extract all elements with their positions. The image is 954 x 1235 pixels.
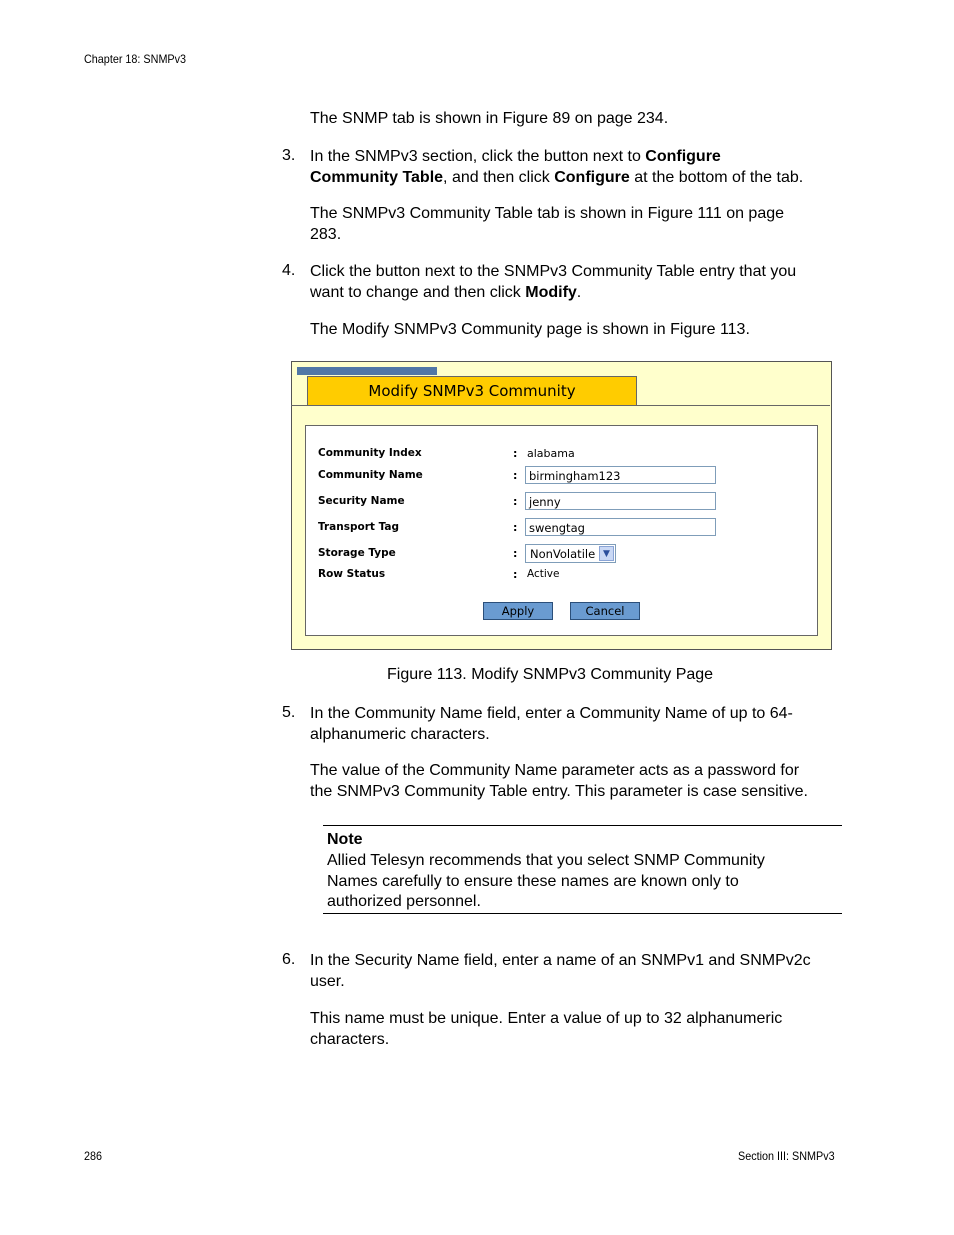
- running-header: Chapter 18: SNMPv3: [84, 52, 187, 66]
- figure-caption: Figure 113. Modify SNMPv3 Community Page: [387, 666, 714, 683]
- step-6-text: In the Security Name field, enter a name of an SNMPv1 and SNMPv2c user.: [310, 952, 811, 990]
- step-3-text: In the SNMPv3 section, click the button next to Configure Community Table, and then click Configure at the bottom of the tab.: [310, 148, 804, 186]
- colon: :: [513, 495, 518, 508]
- page-number: 286: [84, 1149, 103, 1163]
- security-name-label: Security Name: [318, 495, 405, 507]
- community-index-value: alabama: [527, 447, 575, 460]
- colon: :: [513, 547, 518, 560]
- cancel-button[interactable]: Cancel: [570, 602, 640, 620]
- step-6-detail: This name must be unique. Enter a value of up to 32 alphanumeric characters.: [310, 1010, 783, 1048]
- step-5-text: In the Community Name field, enter a Community Name of up to 64- alphanumeric characters.: [310, 705, 793, 743]
- footer-section: Section III: SNMPv3: [738, 1149, 835, 1163]
- step-5-number: 5.: [282, 704, 296, 721]
- colon: :: [513, 568, 518, 581]
- storage-type-value: NonVolatile: [530, 547, 596, 561]
- transport-tag-label: Transport Tag: [318, 521, 399, 533]
- chevron-down-icon[interactable]: ▼: [599, 546, 614, 561]
- figure-tab-strip: [297, 367, 437, 375]
- storage-type-label: Storage Type: [318, 547, 396, 559]
- community-index-label: Community Index: [318, 447, 422, 459]
- step-3-result: The SNMPv3 Community Table tab is shown in Figure 111 on page 283.: [310, 205, 785, 243]
- step-5-detail: The value of the Community Name parameter acts as a password for the SNMPv3 Community Table entry. This parameter is case sensitive.: [310, 762, 808, 800]
- step-6-number: 6.: [282, 951, 296, 968]
- row-status-label: Row Status: [318, 568, 386, 580]
- colon: :: [513, 469, 518, 482]
- step-4-number: 4.: [282, 262, 296, 279]
- note-bottom-rule: [323, 913, 842, 914]
- transport-tag-input[interactable]: swengtag: [525, 518, 716, 536]
- row-status-value: Active: [527, 568, 560, 580]
- storage-type-select[interactable]: [525, 544, 616, 563]
- step-4-result: The Modify SNMPv3 Community page is shown in Figure 113.: [310, 321, 750, 338]
- step-3-number: 3.: [282, 147, 296, 164]
- figure-divider: [637, 405, 830, 406]
- intro-text: The SNMP tab is shown in Figure 89 on page 234.: [310, 110, 669, 127]
- figure-title-tab: Modify SNMPv3 Community: [307, 376, 637, 406]
- security-name-input[interactable]: jenny: [525, 492, 716, 510]
- note-title: Note: [327, 831, 363, 848]
- community-name-label: Community Name: [318, 469, 423, 481]
- colon: :: [513, 521, 518, 534]
- note-text: Allied Telesyn recommends that you select SNMP Community Names carefully to ensure these names are known only to authorized personnel.: [327, 852, 765, 910]
- colon: :: [513, 447, 518, 460]
- step-4-text: Click the button next to the SNMPv3 Community Table entry that you want to change and then click Modify.: [310, 263, 797, 301]
- community-name-input[interactable]: birmingham123: [525, 466, 716, 484]
- note-top-rule: [323, 825, 842, 826]
- apply-button[interactable]: Apply: [483, 602, 553, 620]
